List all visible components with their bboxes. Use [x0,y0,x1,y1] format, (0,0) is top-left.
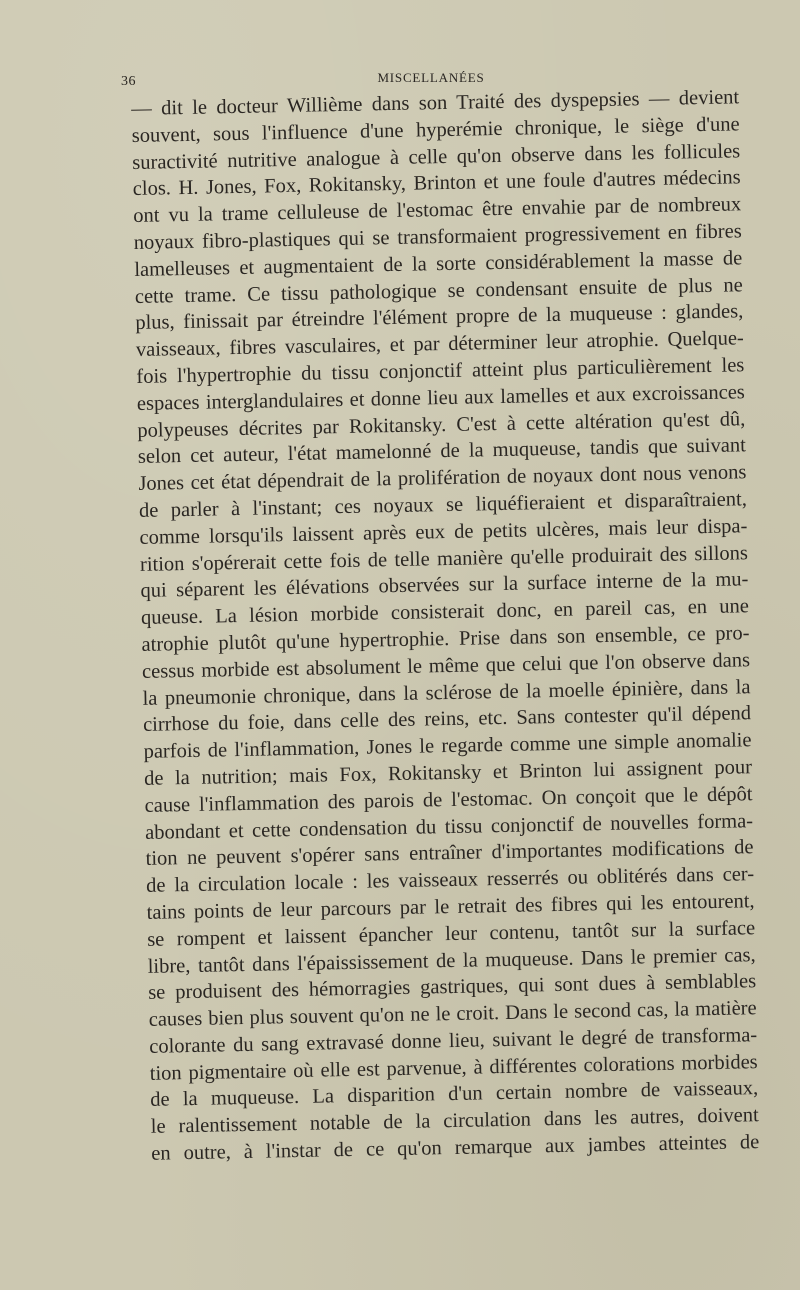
text-line: causes bien plus souvent qu'on ne le croit. Dans le second cas, la matière [148,997,757,1031]
text-line: de la circulation locale : les vaisseaux resserrés ou oblitérés dans cer- [145,863,755,897]
page-number: 36 [121,74,136,89]
text-line: fois l'hypertrophie du tissu conjonctif atteint plus particulièrement les [136,354,745,388]
text-line: comme lorsqu'ils laissent après eux de petits ulcères, mais leur dispa- [139,514,748,549]
text-line: cirrhose du foie, dans celle des reins, etc. Sans contester qu'il dépend [142,702,752,737]
running-title: MISCELLANÉES [377,70,485,85]
text-line: noyaux fibro-plastiques qui se transformaient progressivement en fibres [133,220,742,254]
text-line: parfois de l'inflammation, Jones le regarde comme une simple anomalie [143,729,752,764]
text-line: plus, finissait par étreindre l'élément propre de la muqueuse : glandes, [135,300,744,335]
text-line: le ralentissement notable de la circulation dans les autres, doivent [150,1104,759,1139]
text-line: cause l'inflammation des parois de l'estomac. On conçoit que le dépôt [144,782,753,817]
text-line: clos. H. Jones, Fox, Rokitansky, Brinton et une foule d'autres médecins [132,166,741,201]
text-line: suractivité nutritive analogue à celle qu'on observe dans les follicules [132,139,741,174]
text-line: qui séparent les élévations observées sur la surface interne de la mu- [140,568,749,603]
text-line: ont vu la trame celluleuse de l'estomac être envahie par de nombreux [133,193,742,228]
text-line: en outre, à l'instar de ce qu'on remarque aux jambes atteintes de [151,1131,760,1165]
text-line: polypeuses décrites par Rokitansky. C'est à cette altération qu'est dû, [137,407,746,442]
text-line: lamelleuses et augmentaient de la sorte considérablement la masse de [134,247,743,281]
text-line: colorante du sang extravasé donne lieu, suivant le degré de transforma- [149,1024,758,1058]
text-line: se produisent des hémorragies gastriques, qui sont dues à semblables [148,970,757,1005]
body-text [131,84,759,1167]
text-line: cette trame. Ce tissu pathologique se condensant ensuite de plus ne [134,273,743,308]
text-line: tion ne peuvent s'opérer sans entraîner d'importantes modifications de [145,836,754,871]
text-line: abondant et cette condensation du tissu conjonctif de nouvelles forma- [144,809,754,844]
text-line: libre, tantôt dans l'épaississement de la muqueuse. Dans le premier cas, [147,943,756,978]
text-line: queuse. La lésion morbide consisterait donc, en pareil cas, en une [140,595,750,630]
text-line: atrophie plutôt qu'une hypertrophie. Prise dans son ensemble, ce pro- [141,622,750,656]
text-line: la pneumonie chronique, dans la sclérose de la moelle épinière, dans la [142,675,751,710]
text-line: — dit le docteur Willième dans son Traité des dyspepsies — devient [131,86,740,120]
text-line: de la nutrition; mais Fox, Rokitansky et Brinton lui assignent pour [143,756,753,790]
text-line: se rompent et laissent épancher leur contenu, tantôt sur la surface [146,916,756,951]
text-line: souvent, sous l'influence d'une hyperémie chronique, le siège d'une [131,113,740,147]
text-line: selon cet auteur, l'état mamelonné de la muqueuse, tandis que suivant [137,434,747,469]
text-line: vaisseaux, fibres vasculaires, et par déterminer leur atrophie. Quelque- [135,327,744,362]
text-line: de parler à l'instant; ces noyaux se liquéfieraient et disparaîtraient, [138,488,748,522]
text-line: espaces interglandulaires et donne lieu aux lamelles et aux excroissances [136,381,746,415]
text-line: de la muqueuse. La disparition d'un certain nombre de vaisseaux, [150,1077,759,1112]
text-line: tains points de leur parcours par le retrait des fibres qui les entourent, [146,890,755,924]
text-line: Jones cet état dépendrait de la prolifération de noyaux dont nous venons [138,461,747,496]
text-line: tion pigmentaire où elle est parvenue, à différentes colorations morbides [149,1050,758,1085]
text-line: rition s'opérerait cette fois de telle manière qu'elle produirait des sillons [139,541,749,576]
text-line: cessus morbide est absolument le même que celui que l'on observe dans [141,648,751,683]
